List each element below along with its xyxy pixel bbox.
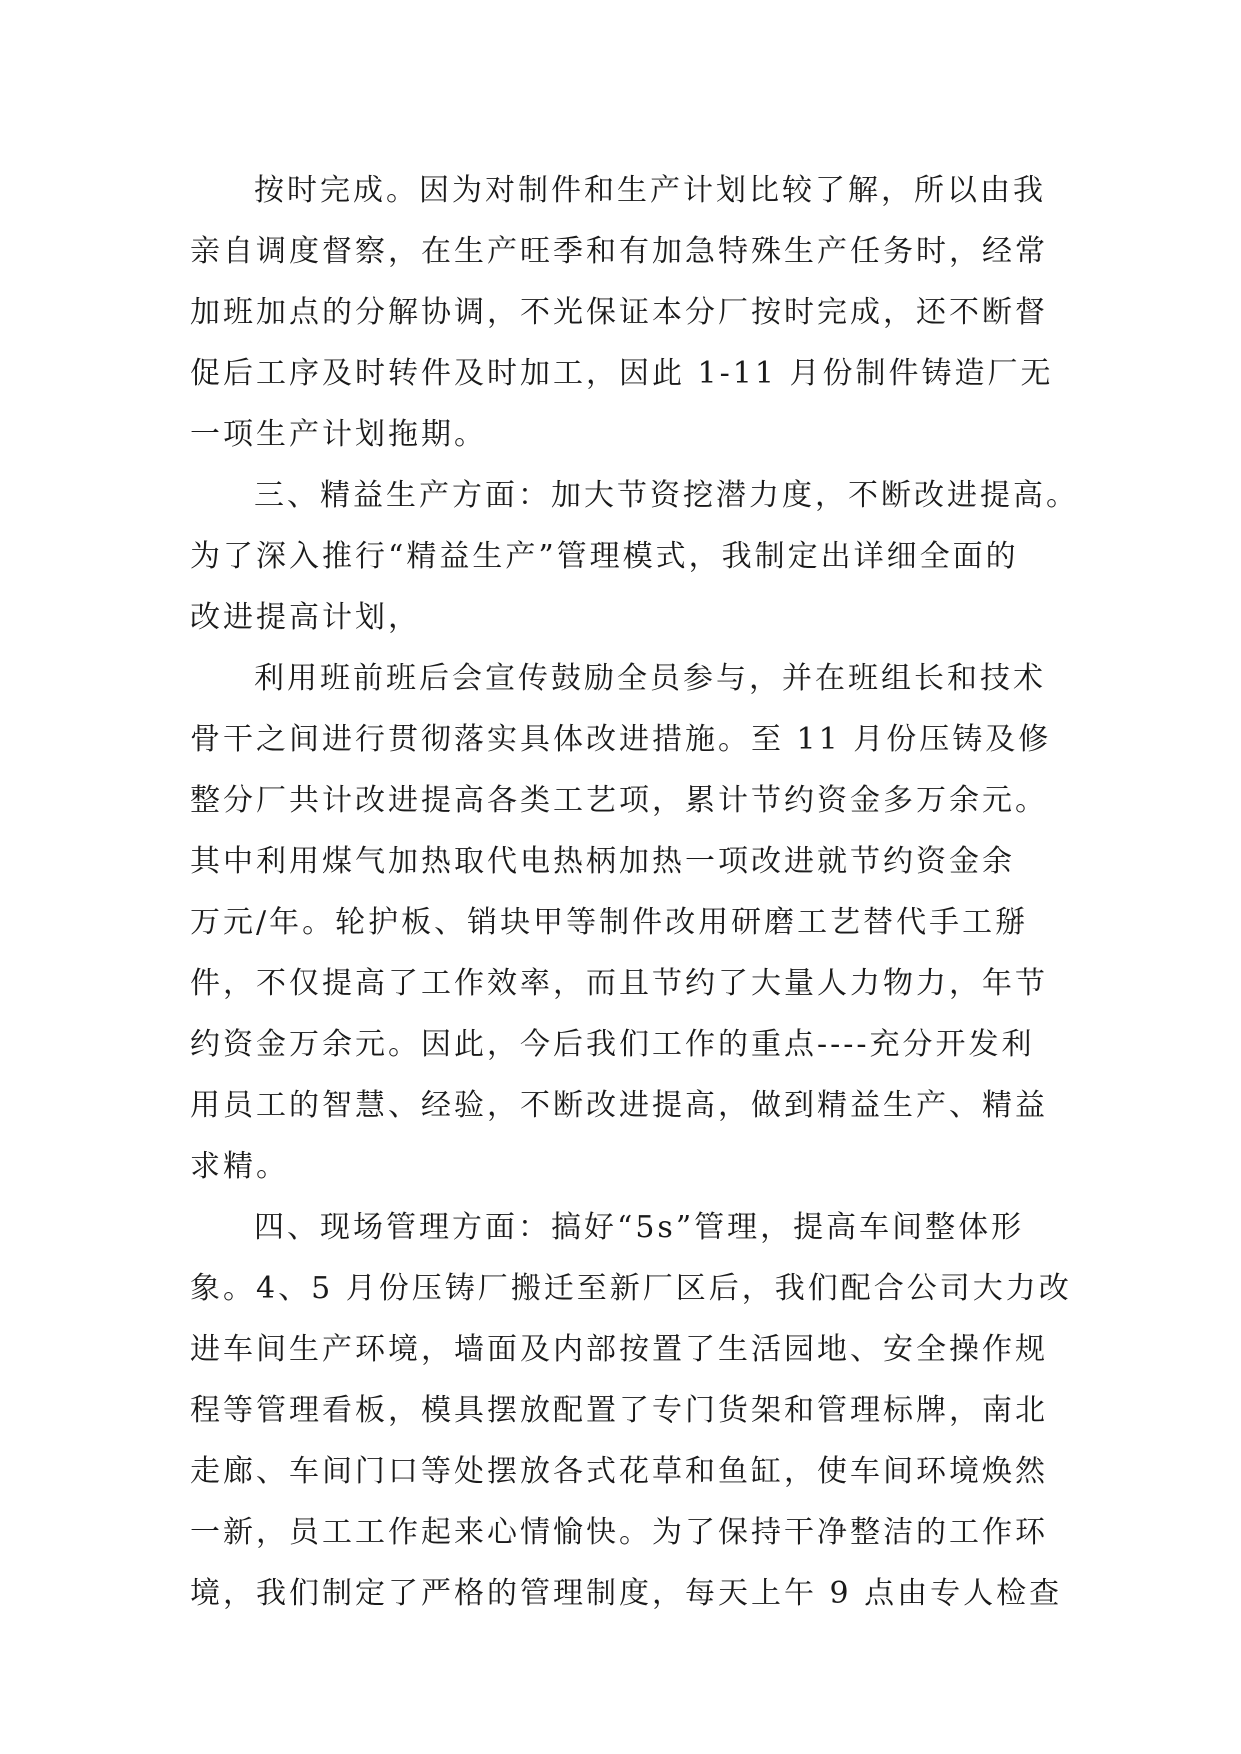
- text-line: 亲自调度督察，在生产旺季和有加急特殊生产任务时，经常: [190, 234, 1048, 269]
- text-line: 整分厂共计改进提高各类工艺项，累计节约资金多万余元。: [190, 783, 1048, 818]
- text-line: 进车间生产环境，墙面及内部按置了生活园地、安全操作规: [190, 1332, 1048, 1367]
- section-heading-line: 四、现场管理方面：搞好“5s”管理，提高车间整体形: [254, 1210, 1025, 1245]
- text-line: 象。4、5 月份压铸厂搬迁至新厂区后，我们配合公司大力改: [190, 1271, 1072, 1306]
- text-line: 为了深入推行“精益生产”管理模式，我制定出详细全面的: [190, 539, 1019, 574]
- text-line: 骨干之间进行贯彻落实具体改进措施。至 11 月份压铸及修: [190, 722, 1052, 757]
- text-line: 走廊、车间门口等处摆放各式花草和鱼缸，使车间环境焕然: [190, 1454, 1048, 1489]
- text-line: 件，不仅提高了工作效率，而且节约了大量人力物力，年节: [190, 966, 1048, 1001]
- text-line: 程等管理看板，模具摆放配置了专门货架和管理标牌，南北: [190, 1393, 1048, 1428]
- text-line: 加班加点的分解协调，不光保证本分厂按时完成，还不断督: [190, 295, 1048, 330]
- document-body: [190, 160, 1079, 1624]
- text-line: 按时完成。因为对制件和生产计划比较了解，所以由我: [254, 173, 1046, 208]
- text-line: 其中利用煤气加热取代电热柄加热一项改进就节约资金余: [190, 844, 1015, 879]
- section-heading-line: 三、精益生产方面：加大节资挖潜力度，不断改进提高。: [254, 478, 1079, 513]
- text-line: 万元/年。轮护板、销块甲等制件改用研磨工艺替代手工掰: [190, 905, 1029, 940]
- text-line: 境，我们制定了严格的管理制度，每天上午 9 点由专人检查: [190, 1576, 1063, 1611]
- text-line: 利用班前班后会宣传鼓励全员参与，并在班组长和技术: [254, 661, 1046, 696]
- text-line: 约资金万余元。因此，今后我们工作的重点----充分开发利: [190, 1027, 1035, 1062]
- text-line: 一项生产计划拖期。: [190, 417, 487, 452]
- text-line: 用员工的智慧、经验，不断改进提高，做到精益生产、精益: [190, 1088, 1048, 1123]
- text-line: 促后工序及时转件及时加工，因此 1-11 月份制件铸造厂无: [190, 356, 1054, 391]
- text-line: 一新，员工工作起来心情愉快。为了保持干净整洁的工作环: [190, 1515, 1048, 1550]
- text-line: 改进提高计划，: [190, 600, 421, 635]
- text-line: 求精。: [190, 1149, 289, 1184]
